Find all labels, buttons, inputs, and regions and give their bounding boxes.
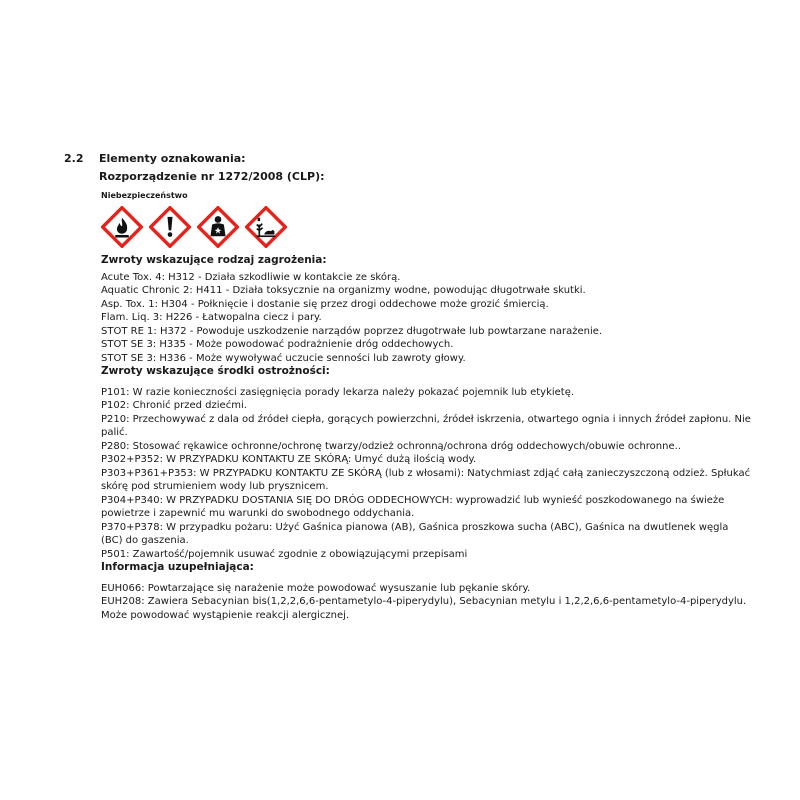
section-title: Elementy oznakowania: — [99, 152, 246, 165]
hazard-statement: Acute Tox. 4: H312 - Działa szkodliwie w kontakcie ze skórą. — [101, 271, 401, 283]
hazard-statement: Asp. Tox. 1: H304 - Połknięcie i dostanie się przez drogi oddechowe może grozić śmiercią. — [101, 298, 549, 310]
precaution-statement: P501: Zawartość/pojemnik usuwać zgodnie z obowiązującymi przepisami — [101, 548, 468, 560]
supplementary-statement: EUH208: Zawiera Sebacynian bis(1,2,2,6,6-pentametylo-4-piperydylu), Sebacynian metylu i 1,2,2,6,6-pentametylo-4-piperydylu. Może powodować wystąpienie reakcji alergicznej. — [101, 596, 747, 621]
regulation-heading: Rozporządzenie nr 1272/2008 (CLP): — [99, 170, 325, 183]
precaution-statement: P280: Stosować rękawice ochronne/ochronę twarzy/odzież ochronną/ochrona dróg oddechowych/obuwie ochronne.. — [101, 440, 681, 452]
signal-word: Niebezpieczeństwo — [101, 191, 188, 200]
supplementary-statement: EUH066: Powtarzające się narażenie może powodować wysuszanie lub pękanie skóry. — [101, 582, 531, 594]
hazard-statement: STOT SE 3: H335 - Może powodować podrażnienie dróg oddechowych. — [101, 339, 454, 350]
pictogram-row — [101, 206, 287, 248]
precaution-statement: P101: W razie konieczności zasięgnięcia porady lekarza należy pokazać pojemnik lub etykietę. — [101, 386, 575, 398]
hazard-statement: STOT SE 3: H336 - Może wywoływać uczucie senności lub zawroty głowy. — [101, 352, 466, 364]
section-number: 2.2 — [64, 152, 84, 165]
precaution-statement: P303+P361+P353: W PRZYPADKU KONTAKTU ZE SKÓRĄ (lub z włosami): Natychmiast zdjąć całą zanieczyszczoną odzież. Spłukać skórę pod strumieniem wody lub prysznicem. — [101, 467, 751, 492]
supplementary-heading: Informacja uzupełniająca: — [101, 561, 254, 573]
precaution-statement: P102: Chronić przed dziećmi. — [101, 400, 247, 411]
precaution-statement: P370+P378: W przypadku pożaru: Użyć Gaśnica pianowa (AB), Gaśnica proszkowa sucha (ABC), Gaśnica na dwutlenek węgla (BC) do gaszenia. — [101, 521, 729, 546]
precaution-statement: P302+P352: W PRZYPADKU KONTAKTU ZE SKÓRĄ: Umyć dużą ilością wody. — [101, 454, 477, 465]
precaution-statement: P304+P340: W PRZYPADKU DOSTANIA SIĘ DO DRÓG ODDECHOWYCH: wyprowadzić lub wynieść poszkodowanego na świeże powietrze i zapewnić mu warunki do swobodnego oddychania. — [101, 494, 725, 519]
precaution-heading: Zwroty wskazujące środki ostrożności: — [101, 365, 330, 377]
flame-pictogram-icon — [101, 206, 143, 248]
hazard-statement: Flam. Liq. 3: H226 - Łatwopalna ciecz i pary. — [101, 312, 322, 323]
hazard-statement: Aquatic Chronic 2: H411 - Działa toksycznie na organizmy wodne, powodując długotrwałe skutki. — [101, 285, 586, 296]
environment-pictogram-icon — [245, 206, 287, 248]
precaution-statement: P210: Przechowywać z dala od źródeł ciepła, gorących powierzchni, źródeł iskrzenia, otwartego ognia i innych źródeł zapłonu. Nie palić. — [101, 413, 751, 438]
health-hazard-pictogram-icon — [197, 206, 239, 248]
hazard-statement: STOT RE 1: H372 - Powoduje uszkodzenie narządów poprzez długotrwałe lub powtarzane narażenie. — [101, 325, 603, 337]
hazard-statements — [101, 254, 751, 622]
exclamation-pictogram-icon — [149, 206, 191, 248]
hazard-heading: Zwroty wskazujące rodzaj zagrożenia: — [101, 254, 327, 266]
